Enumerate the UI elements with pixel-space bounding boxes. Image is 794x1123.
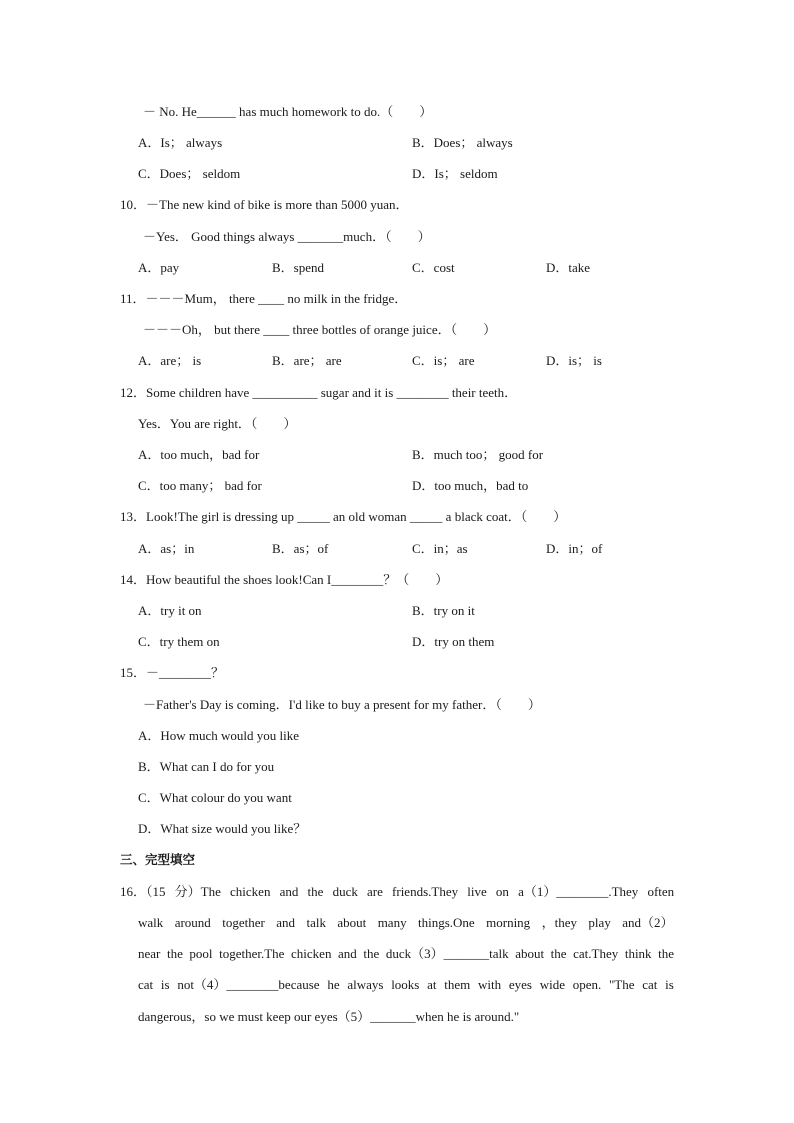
q11-option-d: D．is； is	[546, 353, 602, 368]
q13-option-b: B．as；of	[272, 541, 329, 556]
q12-option-d: D．too much，bad to	[412, 478, 529, 493]
q15-option-b: B．What can I do for you	[138, 759, 275, 774]
q13-stem: 13．Look!The girl is dressing up _____ an old woman _____ a black coat．（ ）	[120, 509, 567, 524]
q14-option-a: A．try it on	[138, 603, 202, 618]
q16-line-1: 16．（15 分）The chicken and the duck are friends.They live on a（1）________.They often	[120, 884, 675, 899]
q13-option-c: C．in；as	[412, 541, 468, 556]
q14-stem: 14．How beautiful the shoes look!Can I________？（ ）	[120, 572, 449, 587]
q15-option-a: A．How much would you like	[138, 728, 300, 743]
q11-option-b: B．are； are	[272, 353, 342, 368]
q16-line-2: walk around together and talk about many things.One morning ，they play and（2）	[138, 915, 674, 930]
q13-option-d: D．in；of	[546, 541, 603, 556]
q10-option-b: B．spend	[272, 260, 325, 275]
q12-answer-line: Yes．You are right．（ ）	[138, 416, 297, 431]
q9-option-b: B．Does； always	[412, 135, 513, 150]
q9-option-d: D．Is； seldom	[412, 166, 498, 181]
q11-stem: 11．－－－Mum， there ____ no milk in the fridge．	[120, 291, 408, 306]
q12-option-a: A．too much，bad for	[138, 447, 260, 462]
q10-option-d: D．take	[546, 260, 591, 275]
q15-option-c: C．What colour do you want	[138, 790, 292, 805]
q16-line-3: near the pool together.The chicken and the duck（3）_______talk about the cat.They think the	[138, 946, 675, 961]
q15-stem: 15．－________？	[120, 665, 225, 680]
q16-line-5: dangerous，so we must keep our eyes（5）_______when he is around."	[138, 1009, 520, 1024]
q9-option-a: A．Is； always	[138, 135, 223, 150]
q13-option-a: A．as；in	[138, 541, 195, 556]
q14-option-c: C．try them on	[138, 634, 220, 649]
q14-option-b: B．try on it	[412, 603, 475, 618]
q10-option-c: C．cost	[412, 260, 455, 275]
q12-option-b: B．much too； good for	[412, 447, 544, 462]
q12-stem: 12．Some children have __________ sugar and it is ________ their teeth．	[120, 385, 518, 400]
q15-answer-line: －Father's Day is coming．I'd like to buy a present for my father．（ ）	[143, 697, 541, 712]
q11-answer-line: －－－Oh， but there ____ three bottles of orange juice．（ ）	[143, 322, 497, 337]
q12-option-c: C．too many； bad for	[138, 478, 262, 493]
q11-option-a: A．are； is	[138, 353, 202, 368]
q11-option-c: C．is； are	[412, 353, 475, 368]
q16-line-4: cat is not（4）________because he always looks at them with eyes wide open. "The cat is	[138, 977, 674, 992]
section-heading: 三、完型填空	[120, 852, 196, 867]
q15-option-d: D．What size would you like？	[138, 821, 307, 836]
q9-option-c: C．Does； seldom	[138, 166, 241, 181]
q10-answer-line: －Yes． Good things always _______much．（ ）	[143, 229, 431, 244]
q10-option-a: A．pay	[138, 260, 180, 275]
q10-stem: 10．－The new kind of bike is more than 5000 yuan．	[120, 197, 409, 212]
q9-answer-line: － No. He______ has much homework to do.（ ）	[143, 104, 433, 119]
q14-option-d: D．try on them	[412, 634, 495, 649]
